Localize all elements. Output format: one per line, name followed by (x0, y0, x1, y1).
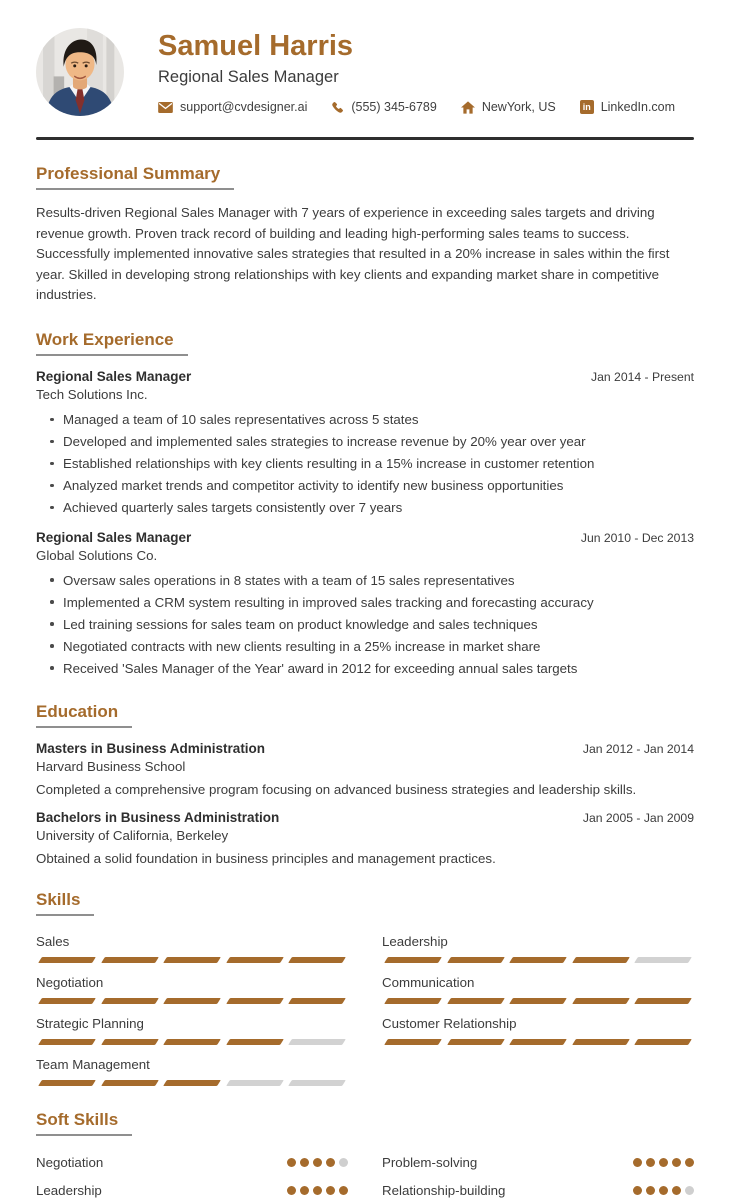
bar-segment-filled (226, 998, 283, 1004)
email-icon (158, 102, 173, 113)
contact-email[interactable] (158, 100, 307, 114)
bar-segment-filled (163, 957, 220, 963)
job-dates: Jan 2014 - Present (591, 370, 694, 385)
phone-icon (331, 101, 344, 114)
rating-dot-filled (287, 1158, 296, 1167)
bar-segment-empty (635, 957, 692, 963)
soft-skill-item (36, 1155, 348, 1170)
bar-segment-filled (447, 1039, 504, 1045)
skill-bar (382, 1039, 694, 1045)
job-bullets (63, 411, 694, 517)
education-entry (36, 810, 694, 866)
degree-dates: Jan 2012 - Jan 2014 (582, 741, 694, 756)
soft-skills-column-left (36, 1142, 348, 1198)
soft-skills-grid (36, 1142, 694, 1198)
rating-dot-filled (326, 1158, 335, 1167)
rating-dot-filled (672, 1186, 681, 1195)
rating-dot-filled (300, 1158, 309, 1167)
degree-dates: Jan 2005 - Jan 2009 (582, 810, 694, 825)
bar-segment-filled (447, 957, 504, 963)
contact-location-text: NewYork, US (481, 100, 556, 115)
skills-column-right (382, 922, 694, 1086)
skill-bar (36, 1039, 348, 1045)
job-company: Tech Solutions Inc. (36, 387, 148, 403)
skill-label: Sales (36, 933, 70, 949)
rating-dot-empty (685, 1186, 694, 1195)
school-name: Harvard Business School (36, 758, 186, 774)
contact-email-text: support@cvdesigner.ai (180, 100, 308, 115)
rating-dot-filled (339, 1186, 348, 1195)
job-bullet: Negotiated contracts with new clients resulting in a 25% increase in market share (63, 638, 694, 656)
rating-dot-filled (659, 1158, 668, 1167)
work-heading: Work Experience (36, 330, 188, 356)
section-work-experience (36, 330, 694, 677)
rating-dot-filled (659, 1186, 668, 1195)
bar-segment-filled (572, 998, 629, 1004)
job-bullet: Achieved quarterly sales targets consistently over 7 years (63, 499, 694, 517)
section-skills (36, 890, 694, 1086)
summary-text: Results-driven Regional Sales Manager with 7 years of experience in exceeding sales targets and driving revenue growth. Proven track record of building and leading high-performing sales teams to success. Successfully implemented innovative sales strategies that resulted in a 20% increase in sales within the first year. Skilled in developing strong relationships with key clients and expanding market share in competitive industries. (36, 205, 670, 303)
section-professional-summary (36, 164, 694, 306)
bar-segment-filled (635, 1039, 692, 1045)
contact-location (461, 100, 556, 114)
bar-segment-filled (509, 998, 566, 1004)
job-bullet: Oversaw sales operations in 8 states with a team of 15 sales representatives (63, 572, 694, 590)
soft-skills-heading: Soft Skills (36, 1110, 132, 1136)
job-entry (36, 530, 694, 678)
soft-skill-rating (287, 1158, 348, 1167)
job-bullet: Established relationships with key clients resulting in a 15% increase in customer retention (63, 455, 694, 473)
rating-dot-empty (339, 1158, 348, 1167)
bar-segment-filled (101, 957, 158, 963)
bar-segment-filled (635, 998, 692, 1004)
header-divider (36, 137, 694, 140)
skill-item (36, 934, 348, 963)
skill-bar (36, 1080, 348, 1086)
candidate-title: Regional Sales Manager (158, 68, 339, 87)
soft-skill-item (382, 1155, 694, 1170)
bar-segment-filled (384, 998, 441, 1004)
skill-label: Communication (382, 974, 475, 990)
rating-dot-filled (685, 1158, 694, 1167)
skill-label: Customer Relationship (382, 1015, 517, 1031)
skill-label: Leadership (382, 933, 448, 949)
rating-dot-filled (646, 1186, 655, 1195)
rating-dot-filled (326, 1186, 335, 1195)
job-dates: Jun 2010 - Dec 2013 (580, 530, 694, 545)
job-bullet: Received 'Sales Manager of the Year' award in 2012 for exceeding annual sales targets (63, 660, 694, 678)
contact-linkedin-text: LinkedIn.com (600, 100, 676, 115)
section-education (36, 702, 694, 866)
bar-segment-filled (384, 1039, 441, 1045)
bar-segment-empty (226, 1080, 283, 1086)
skill-item (382, 975, 694, 1004)
bar-segment-filled (289, 998, 346, 1004)
soft-skill-rating (633, 1158, 694, 1167)
soft-skill-rating (633, 1186, 694, 1195)
rating-dot-filled (672, 1158, 681, 1167)
skill-item (36, 975, 348, 1004)
home-icon (461, 101, 475, 114)
rating-dot-filled (313, 1158, 322, 1167)
soft-skill-label: Negotiation (36, 1154, 104, 1170)
degree-title: Masters in Business Administration (36, 740, 266, 756)
bar-segment-empty (289, 1039, 346, 1045)
contact-phone[interactable] (331, 100, 436, 114)
summary-heading: Professional Summary (36, 164, 234, 190)
contact-linkedin[interactable] (580, 100, 675, 114)
bar-segment-filled (509, 1039, 566, 1045)
skill-label: Strategic Planning (36, 1015, 144, 1031)
job-bullet: Led training sessions for sales team on product knowledge and sales techniques (63, 616, 694, 634)
soft-skill-rating (287, 1186, 348, 1195)
profile-photo-illustration (36, 28, 124, 116)
skills-grid (36, 922, 694, 1086)
bar-segment-filled (101, 1080, 158, 1086)
soft-skill-item (36, 1183, 348, 1198)
rating-dot-filled (633, 1158, 642, 1167)
contact-phone-text: (555) 345-6789 (351, 100, 437, 115)
bar-segment-empty (289, 1080, 346, 1086)
bar-segment-filled (163, 1039, 220, 1045)
bar-segment-filled (447, 998, 504, 1004)
degree-description: Completed a comprehensive program focusing on advanced business strategies and leadership skills. (36, 781, 637, 797)
job-company: Global Solutions Co. (36, 547, 158, 563)
rating-dot-filled (646, 1158, 655, 1167)
skill-label: Negotiation (36, 974, 104, 990)
rating-dot-filled (300, 1186, 309, 1195)
soft-skill-label: Problem-solving (382, 1154, 478, 1170)
degree-title: Bachelors in Business Administration (36, 809, 280, 825)
bar-segment-filled (163, 1080, 220, 1086)
bar-segment-filled (101, 1039, 158, 1045)
job-title: Regional Sales Manager (36, 529, 192, 545)
profile-photo (36, 28, 124, 116)
bar-segment-filled (226, 957, 283, 963)
job-bullets (63, 572, 694, 678)
job-bullet: Managed a team of 10 sales representatives across 5 states (63, 411, 694, 429)
bar-segment-filled (289, 957, 346, 963)
job-bullet: Developed and implemented sales strategies to increase revenue by 20% year over year (63, 433, 694, 451)
bar-segment-filled (38, 998, 95, 1004)
rating-dot-filled (313, 1186, 322, 1195)
skill-label: Team Management (36, 1056, 150, 1072)
soft-skill-item (382, 1183, 694, 1198)
bar-segment-filled (163, 998, 220, 1004)
rating-dot-filled (287, 1186, 296, 1195)
skill-item (36, 1057, 348, 1086)
skill-bar (382, 998, 694, 1004)
soft-skill-label: Relationship-building (382, 1182, 506, 1198)
soft-skills-column-right (382, 1142, 694, 1198)
contact-row (158, 100, 675, 114)
job-title: Regional Sales Manager (36, 369, 192, 385)
soft-skill-label: Leadership (36, 1182, 102, 1198)
job-bullet: Analyzed market trends and competitor activity to identify new business opportunities (63, 477, 694, 495)
skill-bar (36, 957, 348, 963)
bar-segment-filled (509, 957, 566, 963)
header (36, 28, 694, 116)
skills-heading: Skills (36, 890, 94, 916)
bar-segment-filled (572, 1039, 629, 1045)
skills-column-left (36, 922, 348, 1086)
skill-bar (36, 998, 348, 1004)
bar-segment-filled (226, 1039, 283, 1045)
linkedin-icon: in (580, 100, 594, 114)
bar-segment-filled (38, 957, 95, 963)
bar-segment-filled (572, 957, 629, 963)
skill-bar (382, 957, 694, 963)
education-entry (36, 741, 694, 797)
education-heading: Education (36, 702, 132, 728)
skill-item (382, 934, 694, 963)
rating-dot-filled (633, 1186, 642, 1195)
bar-segment-filled (38, 1080, 95, 1086)
skill-item (36, 1016, 348, 1045)
school-name: University of California, Berkeley (36, 827, 229, 843)
section-soft-skills (36, 1110, 694, 1198)
header-info (158, 28, 675, 114)
job-entry (36, 369, 694, 517)
degree-description: Obtained a solid foundation in business principles and management practices. (36, 850, 496, 866)
job-bullet: Implemented a CRM system resulting in improved sales tracking and forecasting accuracy (63, 594, 694, 612)
skill-item (382, 1016, 694, 1045)
bar-segment-filled (384, 957, 441, 963)
bar-segment-filled (38, 1039, 95, 1045)
bar-segment-filled (101, 998, 158, 1004)
candidate-name: Samuel Harris (158, 30, 354, 62)
